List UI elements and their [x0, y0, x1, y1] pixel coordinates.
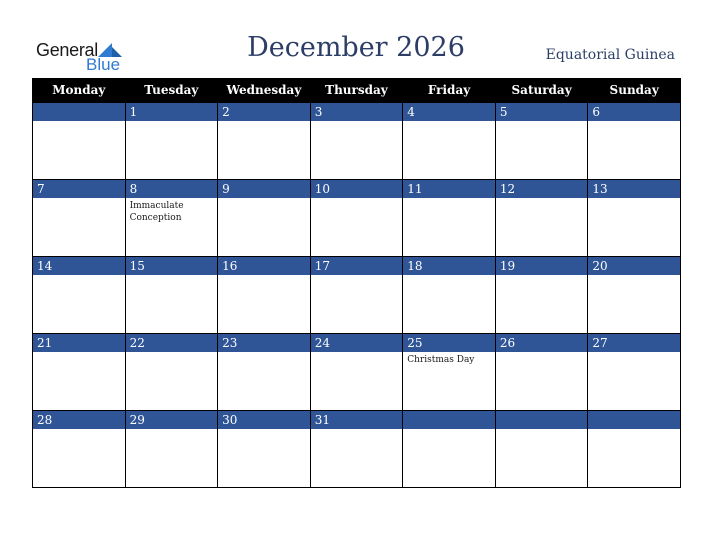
day-cell[interactable]	[495, 257, 588, 334]
day-cell[interactable]	[588, 103, 681, 180]
day-cell[interactable]	[495, 334, 588, 411]
day-cell[interactable]	[125, 411, 218, 488]
day-number: 29	[126, 411, 218, 429]
day-number: 6	[588, 103, 680, 121]
day-cell[interactable]	[310, 257, 403, 334]
day-number: 30	[218, 411, 310, 429]
page-title: December 2026	[247, 32, 465, 63]
day-number: 7	[33, 180, 125, 198]
day-number: 26	[496, 334, 588, 352]
day-number: 31	[311, 411, 403, 429]
day-number: 5	[496, 103, 588, 121]
day-number: 21	[33, 334, 125, 352]
holiday-label: Christmas Day	[407, 355, 475, 365]
day-number: 19	[496, 257, 588, 275]
day-number: 14	[33, 257, 125, 275]
day-cell[interactable]	[33, 257, 126, 334]
day-number: 11	[403, 180, 495, 198]
week-row	[33, 103, 681, 180]
day-cell[interactable]	[218, 334, 311, 411]
day-cell[interactable]	[588, 334, 681, 411]
country-name: Equatorial Guinea	[545, 47, 675, 63]
month-calendar	[32, 78, 681, 488]
day-cell[interactable]	[403, 411, 496, 488]
day-cell[interactable]	[218, 257, 311, 334]
day-number	[403, 411, 495, 429]
day-cell[interactable]	[125, 257, 218, 334]
day-cell[interactable]	[310, 411, 403, 488]
weekday-header-row	[33, 78, 681, 103]
day-number: 28	[33, 411, 125, 429]
day-cell[interactable]	[125, 334, 218, 411]
weekday-header: Tuesday	[125, 78, 218, 103]
day-cell[interactable]	[310, 334, 403, 411]
week-row	[33, 180, 681, 257]
day-number: 4	[403, 103, 495, 121]
day-number: 13	[588, 180, 680, 198]
day-cell[interactable]	[218, 180, 311, 257]
day-cell[interactable]	[33, 180, 126, 257]
day-cell[interactable]	[588, 411, 681, 488]
day-number	[33, 103, 125, 121]
day-number: 2	[218, 103, 310, 121]
holiday-label: Immaculate Conception	[129, 201, 184, 223]
day-number: 10	[311, 180, 403, 198]
weekday-header: Sunday	[588, 78, 681, 103]
day-cell[interactable]	[33, 334, 126, 411]
day-number: 18	[403, 257, 495, 275]
day-cell[interactable]	[403, 103, 496, 180]
day-cell[interactable]	[33, 411, 126, 488]
day-number: 24	[311, 334, 403, 352]
calendar-body	[33, 103, 681, 488]
day-number	[588, 411, 680, 429]
week-row	[33, 257, 681, 334]
day-number: 1	[126, 103, 218, 121]
day-number: 23	[218, 334, 310, 352]
day-cell[interactable]	[495, 180, 588, 257]
weekday-header: Monday	[33, 78, 126, 103]
day-cell[interactable]	[125, 103, 218, 180]
day-number: 16	[218, 257, 310, 275]
day-cell[interactable]	[310, 180, 403, 257]
day-cell[interactable]	[588, 257, 681, 334]
day-cell[interactable]	[403, 257, 496, 334]
day-cell[interactable]	[588, 180, 681, 257]
weekday-header: Wednesday	[218, 78, 311, 103]
day-number: 22	[126, 334, 218, 352]
day-number: 25	[403, 334, 495, 352]
logo-text-general: General	[36, 40, 98, 60]
day-number: 17	[311, 257, 403, 275]
weekday-header: Thursday	[310, 78, 403, 103]
day-cell[interactable]	[495, 411, 588, 488]
day-cell[interactable]	[403, 334, 496, 411]
day-cell[interactable]	[218, 103, 311, 180]
day-cell[interactable]	[495, 103, 588, 180]
day-cell[interactable]	[310, 103, 403, 180]
day-cell[interactable]	[218, 411, 311, 488]
day-number: 15	[126, 257, 218, 275]
day-number	[496, 411, 588, 429]
day-number: 9	[218, 180, 310, 198]
day-number: 12	[496, 180, 588, 198]
day-number: 27	[588, 334, 680, 352]
day-cell[interactable]	[403, 180, 496, 257]
week-row	[33, 334, 681, 411]
day-cell[interactable]	[125, 180, 218, 257]
weekday-header: Friday	[403, 78, 496, 103]
week-row	[33, 411, 681, 488]
day-number: 20	[588, 257, 680, 275]
day-number: 3	[311, 103, 403, 121]
weekday-header: Saturday	[495, 78, 588, 103]
day-number: 8	[126, 180, 218, 198]
day-cell[interactable]	[33, 103, 126, 180]
logo-text-blue: Blue	[86, 55, 121, 74]
